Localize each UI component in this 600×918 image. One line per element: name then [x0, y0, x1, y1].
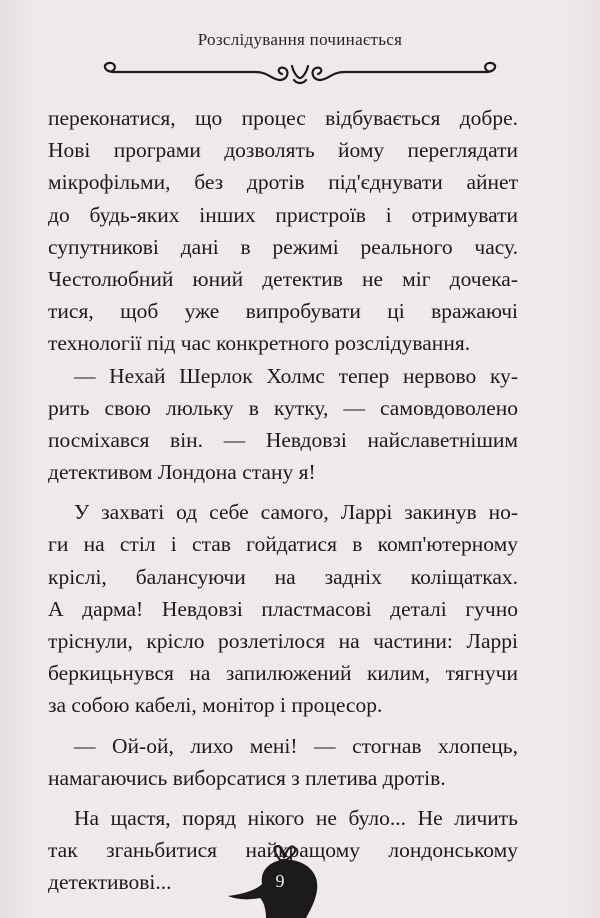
text-line: детективом Лондона стану я! [48, 460, 316, 485]
text-line: намагаючись виборсатися з плетива дротів. [48, 765, 446, 790]
text-line: тріснули, крісло розлетілося на частини: Ларрі [48, 629, 518, 653]
page-number: 9 [275, 871, 285, 891]
text-line: На щастя, поряд нікого не було... Не личить [74, 805, 518, 830]
text-line: мікрофільми, без дротів під'єднувати айнет [48, 170, 518, 195]
body-text [48, 102, 518, 899]
text-line: переконатися, що процес відбувається добре. [48, 106, 518, 130]
text-line: посміхався він. — Невдовзі найславетнішим [48, 427, 518, 452]
text-line: супутникові дані в режимі реального часу. [48, 234, 518, 259]
text-line: ги на стіл і став гойдатися в комп'ютерному [48, 532, 518, 557]
text-line: У захваті од себе самого, Ларрі закинув но- [74, 500, 518, 525]
text-line: до будь-яких інших пристроїв і отримувати [48, 202, 518, 227]
text-line: — Нехай Шерлок Холмс тепер нервово ку- [74, 363, 518, 388]
running-title: Розслідування починається [197, 30, 403, 49]
text-line: так зганьбитися найкращому лондонському [48, 838, 518, 863]
text-line: кріслі, балансуючи на задніх коліщатках. [48, 564, 518, 589]
text-line: беркицьнувся на запилюжений килим, тягнучи [48, 661, 518, 686]
text-line: Нові програми дозволять йому переглядати [48, 138, 518, 163]
text-line: технології під час конкретного розслідування. [48, 331, 471, 356]
text-line: — Ой-ой, лихо мені! — стогнав хлопець, [74, 733, 518, 758]
text-line: рить свою люльку в кутку, — самовдоволено [48, 395, 518, 420]
text-line: Честолюбний юний детектив не міг дочека- [48, 266, 518, 291]
text-line: тися, щоб уже випробувати ці вражаючі [48, 299, 518, 324]
scroll-ornament-icon [96, 58, 504, 88]
text-line: детективові... [48, 870, 172, 895]
text-line: за собою кабелі, монітор і процесор. [48, 693, 383, 718]
text-line: А дарма! Невдовзі пластмасові деталі гучно [48, 596, 518, 621]
